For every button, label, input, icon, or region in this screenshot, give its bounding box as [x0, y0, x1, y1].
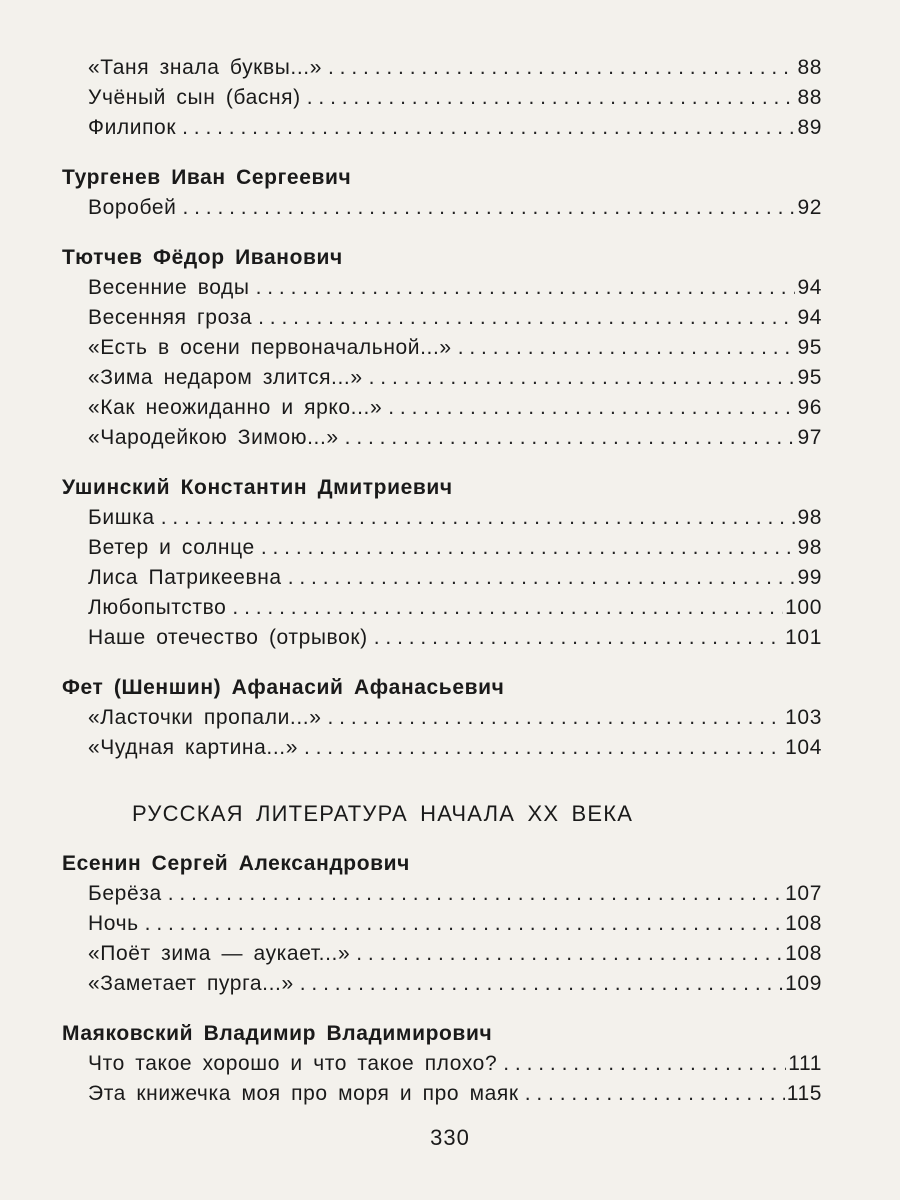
- dot-leader: [168, 879, 783, 909]
- entry-title: Берёза: [88, 882, 162, 905]
- dot-leader: [388, 393, 795, 423]
- toc-entry: [62, 53, 822, 83]
- entry-page: 96: [797, 396, 822, 419]
- entry-title: Филипок: [88, 116, 177, 139]
- dot-leader: [256, 273, 796, 303]
- toc-entry: [62, 939, 822, 969]
- dot-leader: [525, 1079, 785, 1109]
- entry-title: Ветер и солнце: [88, 536, 255, 559]
- entry-page: 109: [785, 972, 822, 995]
- toc-entry: [62, 83, 822, 113]
- dot-leader: [356, 939, 783, 969]
- toc-entry: [62, 193, 822, 223]
- entry-page: 88: [797, 86, 822, 109]
- toc-entry: [62, 1079, 822, 1109]
- toc-entry: [62, 533, 822, 563]
- entry-page: 107: [785, 882, 822, 905]
- dot-leader: [374, 623, 783, 653]
- entry-page: 94: [797, 306, 822, 329]
- dot-leader: [258, 303, 795, 333]
- author-heading: Ушинский Константин Дмитриевич: [62, 476, 453, 499]
- entry-page: 108: [785, 942, 822, 965]
- entry-title: «Заметает пурга...»: [88, 972, 294, 995]
- entry-page: 92: [797, 196, 822, 219]
- entry-title: «Как неожиданно и ярко...»: [88, 396, 383, 419]
- entry-page: 100: [785, 596, 822, 619]
- entry-page: 88: [797, 56, 822, 79]
- entry-title: «Ласточки пропали...»: [88, 706, 322, 729]
- entry-page: 104: [785, 736, 822, 759]
- entry-page: 103: [785, 706, 822, 729]
- section-heading: РУССКАЯ ЛИТЕРАТУРА НАЧАЛА XX ВЕКА: [132, 801, 634, 826]
- toc-entry: [62, 623, 822, 653]
- toc-entry: [62, 593, 822, 623]
- entry-page: 115: [786, 1082, 822, 1105]
- dot-leader: [503, 1049, 786, 1079]
- dot-leader: [261, 533, 796, 563]
- entry-page: 95: [797, 336, 822, 359]
- entry-page: 89: [797, 116, 822, 139]
- entry-page: 95: [797, 366, 822, 389]
- entry-title: «Зима недаром злится...»: [88, 366, 363, 389]
- toc-entry: [62, 503, 822, 533]
- author-heading: Тургенев Иван Сергеевич: [62, 166, 352, 189]
- entry-page: 111: [788, 1052, 822, 1075]
- entry-title: Весенние воды: [88, 276, 250, 299]
- dot-leader: [304, 733, 783, 763]
- toc-entry: [62, 879, 822, 909]
- entry-title: Наше отечество (отрывок): [88, 626, 368, 649]
- entry-title: Любопытство: [88, 596, 227, 619]
- author-heading: Есенин Сергей Александрович: [62, 852, 410, 875]
- toc-entry: [62, 969, 822, 999]
- author-heading: Фет (Шеншин) Афанасий Афанасьевич: [62, 676, 505, 699]
- entry-page: 97: [797, 426, 822, 449]
- dot-leader: [300, 969, 783, 999]
- entry-page: 108: [785, 912, 822, 935]
- toc-entry: [62, 703, 822, 733]
- toc-entry: [62, 333, 822, 363]
- dot-leader: [288, 563, 796, 593]
- entry-page: 94: [797, 276, 822, 299]
- dot-leader: [307, 83, 796, 113]
- dot-leader: [161, 503, 796, 533]
- dot-leader: [232, 593, 783, 623]
- dot-leader: [369, 363, 796, 393]
- entry-title: Лиса Патрикеевна: [88, 566, 282, 589]
- toc-entry: [62, 423, 822, 453]
- entry-title: Эта книжечка моя про моря и про маяк: [88, 1082, 519, 1105]
- dot-leader: [327, 703, 783, 733]
- toc-entry: [62, 273, 822, 303]
- toc-entry: [62, 1049, 822, 1079]
- toc-entry: [62, 733, 822, 763]
- toc-entry: [62, 909, 822, 939]
- toc-entry: [62, 113, 822, 143]
- entry-title: Учёный сын (басня): [88, 86, 301, 109]
- entry-page: 101: [785, 626, 822, 649]
- entry-page: 98: [797, 536, 822, 559]
- entry-title: Ночь: [88, 912, 139, 935]
- toc-entry: [62, 303, 822, 333]
- entry-title: «Есть в осени первоначальной...»: [88, 336, 452, 359]
- page-number: 330: [430, 1125, 470, 1150]
- entry-title: «Поёт зима — аукает...»: [88, 942, 351, 965]
- dot-leader: [182, 113, 795, 143]
- author-heading: Тютчев Фёдор Иванович: [62, 246, 343, 269]
- entry-page: 98: [797, 506, 822, 529]
- dot-leader: [182, 193, 795, 223]
- author-heading: Маяковский Владимир Владимирович: [62, 1022, 493, 1045]
- toc-entry: [62, 393, 822, 423]
- toc-entry: [62, 363, 822, 393]
- dot-leader: [345, 423, 796, 453]
- entry-title: Весенняя гроза: [88, 306, 253, 329]
- entry-title: «Таня знала буквы...»: [88, 56, 323, 79]
- dot-leader: [328, 53, 795, 83]
- entry-title: Бишка: [88, 506, 155, 529]
- entry-title: Что такое хорошо и что такое плохо?: [88, 1052, 498, 1075]
- entry-title: «Чудная картина...»: [88, 736, 298, 759]
- entry-title: Воробей: [88, 196, 177, 219]
- dot-leader: [458, 333, 796, 363]
- entry-page: 99: [797, 566, 822, 589]
- entry-title: «Чародейкою Зимою...»: [88, 426, 339, 449]
- dot-leader: [145, 909, 783, 939]
- toc-entry: [62, 563, 822, 593]
- table-of-contents: [62, 53, 822, 1109]
